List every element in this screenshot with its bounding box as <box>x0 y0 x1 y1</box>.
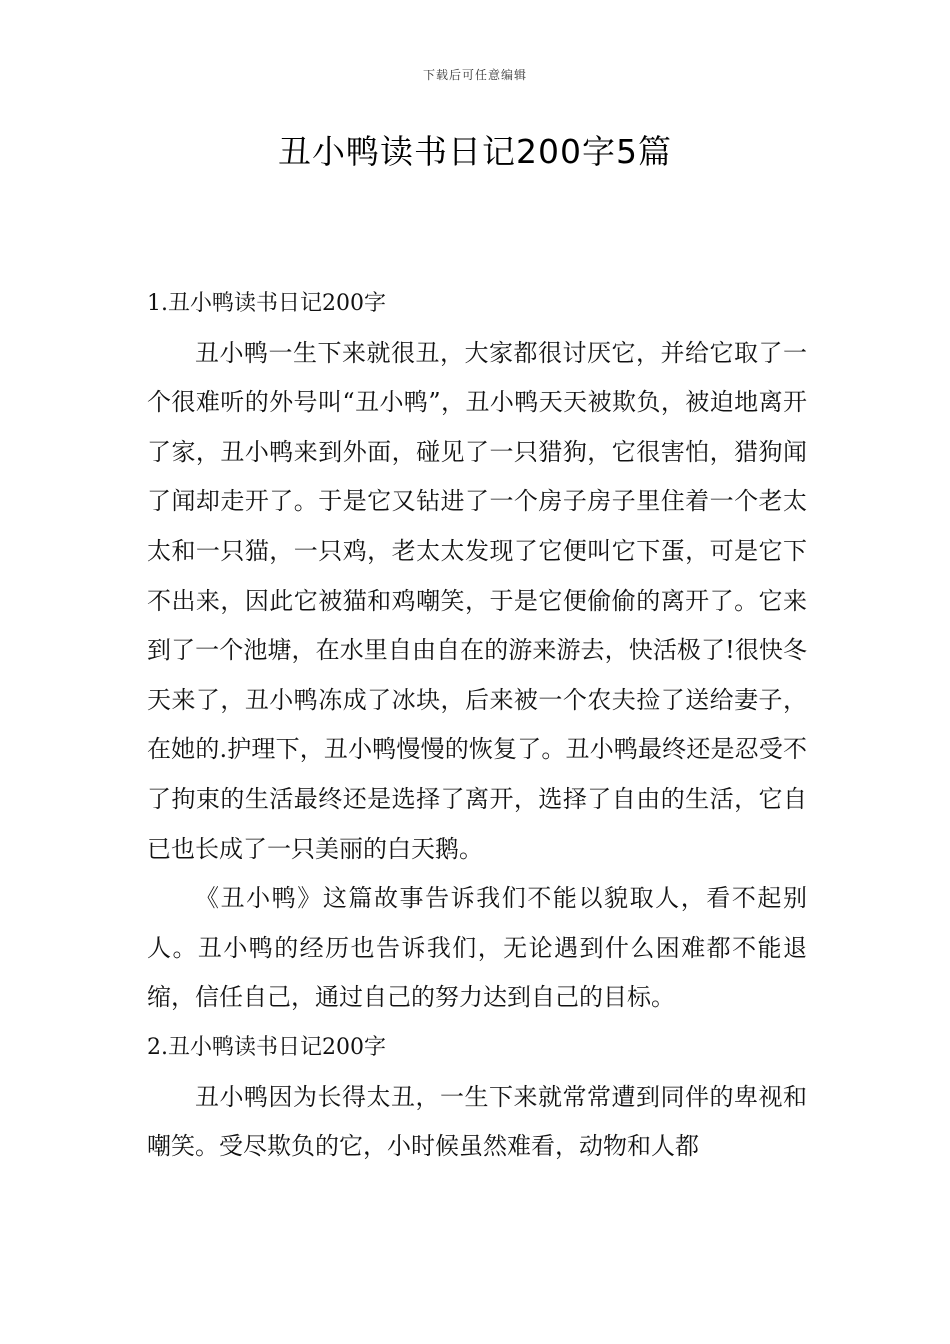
section-1-paragraph-1: 丑小鸭一生下来就很丑，大家都很讨厌它，并给它取了一个很难听的外号叫“丑小鸭”，丑小鸭天天被欺负，被迫地离开了家，丑小鸭来到外面，碰见了一只猎狗，它很害怕，猎狗闻了闻却走开了。于是它又钻进了一个房子房子里住着一个老太太和一只猫，一只鸡，老太太发现了它便叫它下蛋，可是它下不出来，因此它被猫和鸡嘲笑，于是它便偷偷的离开了。它来到了一个池塘，在水里自由自在的游来游去，快活极了!很快冬天来了，丑小鸭冻成了冰块，后来被一个农夫捡了送给妻子，在她的.护理下，丑小鸭慢慢的恢复了。丑小鸭最终还是忍受不了拘束的生活最终还是选择了离开，选择了自由的生活，它自已也长成了一只美丽的白天鹅。 <box>147 338 807 863</box>
section-heading-1: 1.丑小鸭读书日记200字 <box>147 291 386 316</box>
section-heading-2: 2.丑小鸭读书日记200字 <box>147 1034 386 1060</box>
document-title: 丑小鸭读书日记200字5篇 <box>278 132 672 171</box>
section-2-paragraph-1: 丑小鸭因为长得太丑，一生下来就常常遭到同伴的卑视和嘲笑。受尽欺负的它，小时候虽然难看，动物和人都 <box>147 1082 807 1161</box>
document-body <box>147 279 807 1172</box>
header-note: 下载后可任意编辑 <box>422 68 527 82</box>
section-1-paragraph-2: 《丑小鸭》这篇故事告诉我们不能以貌取人，看不起别人。丑小鸭的经历也告诉我们，无论遇到什么困难都不能退缩，信任自己，通过自己的努力达到自己的目标。 <box>147 884 807 1012</box>
